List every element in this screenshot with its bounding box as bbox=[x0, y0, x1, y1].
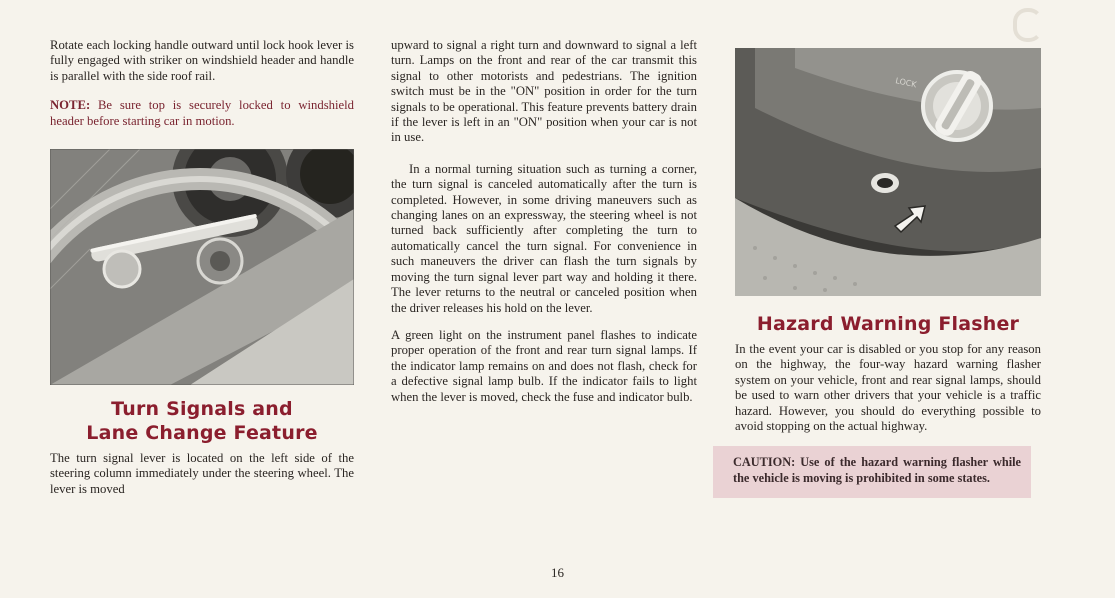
caution-text: Use of the hazard warning flasher while the vehicle is moving is prohibited in some states. bbox=[733, 455, 1021, 485]
column-middle bbox=[391, 38, 697, 405]
paragraph-green-light: A green light on the instrument panel flashes to indicate proper operation of the front and rear turn signal lamps. If the indicator lamp remains on and does not flash, check for a defective signal lamp bulb. If the indicator fails to light when the lever is moved, check the fuse and indicator bulb. bbox=[391, 327, 697, 404]
caution-label: CAUTION: bbox=[733, 455, 796, 470]
paragraph-turn-lever: The turn signal lever is located on the left side of the steering column immediately under the steering wheel. The lever is moved bbox=[50, 451, 354, 496]
lock-engraving: LOCK bbox=[894, 76, 918, 90]
paragraph-hazard: In the event your car is disabled or you stop for any reason on the highway, the four-way hazard warning flasher system on your vehicle, front and rear signal lamps, should be used to warn other drivers that your vehicle is a traffic hazard. However, you should do everything possible to avoid stopping on the actual highway. bbox=[735, 342, 1041, 434]
note-label: NOTE: bbox=[50, 98, 91, 113]
note-text: Be sure top is securely locked to windshield header before starting car in motion. bbox=[50, 98, 354, 128]
heading-turn-signals bbox=[50, 397, 354, 445]
page-edge-mark bbox=[1013, 8, 1043, 42]
column-left bbox=[50, 38, 354, 497]
heading-line-2: Lane Change Feature bbox=[86, 422, 318, 445]
caution-box bbox=[713, 446, 1031, 498]
heading-line-1: Turn Signals and bbox=[111, 398, 293, 421]
column-right bbox=[735, 38, 1041, 498]
paragraph-locking-handle: Rotate each locking handle outward until lock hook lever is fully engaged with striker on windshield header and handle is parallel with the side roof rail. bbox=[50, 38, 354, 83]
paragraph-cancel-signal: In a normal turning situation such as turning a corner, the turn signal is canceled automatically after the turn is completed. However, in some driving maneuvers such as changing lanes on an expressway, the steering wheel is not turned back sufficiently after completing the turn to automatically cancel the turn signal. For convenience in such maneuvers the driver can flash the turn signals by moving the turn signal lever part way and holding it there. The lever returns to the neutral or canceled position when the driver releases his hold on the lever. bbox=[391, 161, 697, 315]
steering-column-photo bbox=[50, 149, 354, 385]
hazard-switch-photo bbox=[735, 48, 1041, 296]
heading-hazard-flasher: Hazard Warning Flasher bbox=[756, 313, 1020, 335]
note-paragraph bbox=[50, 98, 354, 129]
paragraph-signal-direction: upward to signal a right turn and downward to signal a left turn. Lamps on the front and rear of the car transmit this signal to other motorists and pedestrians. The ignition switch must be in the "ON" position in order for the turn signals to be operational. This feature prevents battery drain if the lever is left in an "ON" position when your car is not in use. bbox=[391, 38, 697, 145]
page-number: 16 bbox=[551, 565, 564, 580]
